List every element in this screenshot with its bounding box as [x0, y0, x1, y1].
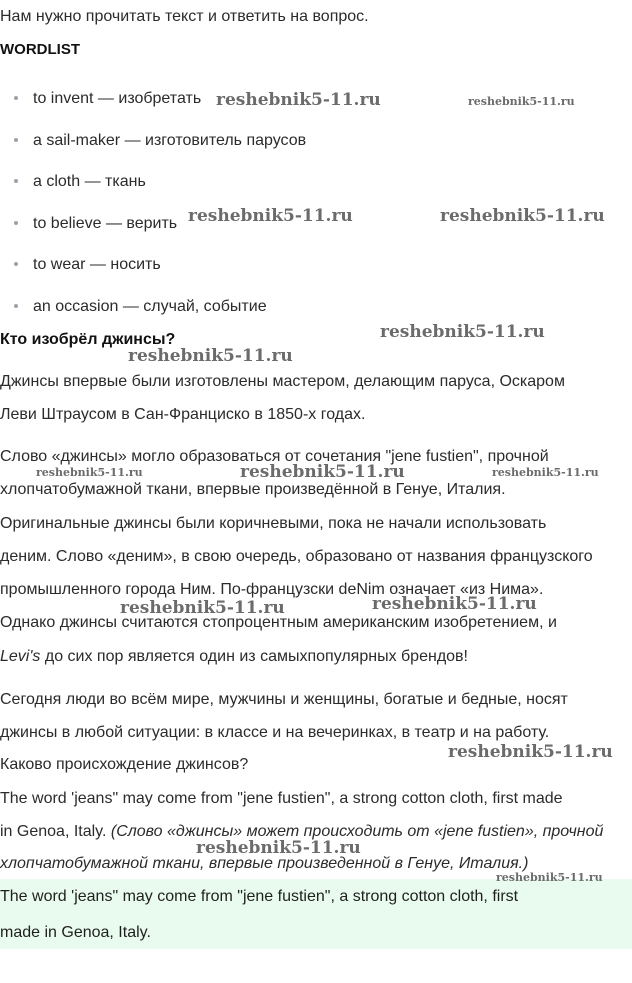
watermark: reshebnik5-11.ru	[216, 90, 381, 110]
watermark: reshebnik5-11.ru	[468, 95, 575, 108]
answer-line: in Genoa, Italy. (Слово «джинсы» может происходить от «jene fustien», прочной	[0, 823, 604, 840]
answer-translation-line: хлопчатобумажной ткани, впервые произведенной в Генуе, Италия.)	[0, 855, 529, 872]
answer-line: The word 'jeans" may come from "jene fustien", a strong cotton cloth, first made	[0, 790, 563, 807]
brand-name: Levi's	[0, 648, 41, 665]
paragraph-line: Оригинальные джинсы были коричневыми, пока не начали использовать	[0, 515, 547, 532]
watermark: reshebnik5-11.ru	[372, 594, 537, 614]
bullet-icon	[14, 96, 18, 100]
watermark: reshebnik5-11.ru	[448, 742, 613, 762]
answer-translation: (Слово «джинсы» может происходить от «jene fustien», прочной	[110, 823, 604, 840]
watermark: reshebnik5-11.ru	[188, 206, 353, 226]
watermark: reshebnik5-11.ru	[492, 466, 599, 479]
wordlist	[14, 82, 306, 332]
final-answer-line: The word 'jeans" may come from "jene fustien", a strong cotton cloth, first	[0, 888, 519, 905]
bullet-icon	[14, 304, 18, 308]
paragraph-line: хлопчатобумажной ткани, впервые произведённой в Генуе, Италия.	[0, 481, 506, 498]
paragraph-line: Сегодня люди во всём мире, мужчины и женщины, богатые и бедные, носят	[0, 691, 568, 708]
word-item: a cloth — ткань	[14, 165, 306, 207]
wordlist-title: WORDLIST	[0, 41, 80, 58]
intro-text: Нам нужно прочитать текст и ответить на вопрос.	[0, 8, 369, 25]
paragraph-line: Слово «джинсы» могло образоваться от сочетания "jene fustien", прочной	[0, 448, 549, 465]
word-item: to believe — верить	[14, 207, 306, 249]
bullet-icon	[14, 221, 18, 225]
final-answer-line: made in Genoa, Italy.	[0, 924, 151, 941]
paragraph-line: Levi's до сих пор является один из самыхпопулярных брендов!	[0, 648, 468, 665]
watermark: reshebnik5-11.ru	[240, 462, 405, 482]
bullet-icon	[14, 262, 18, 266]
watermark: reshebnik5-11.ru	[128, 346, 293, 366]
word-item: an occasion — случай, событие	[14, 290, 306, 332]
word-item: a sail-maker — изготовитель парусов	[14, 124, 306, 166]
paragraph-line: Леви Штраусом в Сан-Франциско в 1850-х годах.	[0, 406, 366, 423]
watermark: reshebnik5-11.ru	[36, 466, 143, 479]
final-answer-box	[0, 879, 632, 949]
question-text: Каково происхождение джинсов?	[0, 756, 249, 773]
bullet-icon	[14, 179, 18, 183]
watermark: reshebnik5-11.ru	[440, 206, 605, 226]
watermark: reshebnik5-11.ru	[380, 322, 545, 342]
watermark: reshebnik5-11.ru	[496, 871, 603, 884]
text-heading: Кто изобрёл джинсы?	[0, 331, 176, 348]
paragraph-line: промышленного города Ним. По-французски deNim означает «из Нима».	[0, 581, 544, 598]
paragraph-line: Джинсы впервые были изготовлены мастером, делающим паруса, Оскаром	[0, 373, 565, 390]
bullet-icon	[14, 138, 18, 142]
word-item: to invent — изобретать	[14, 82, 306, 124]
word-item: to wear — носить	[14, 248, 306, 290]
watermark: reshebnik5-11.ru	[196, 838, 361, 858]
paragraph-line: джинсы в любой ситуации: в классе и на вечеринках, в театр и на работу.	[0, 724, 550, 741]
paragraph-line: Однако джинсы считаются стопроцентным американским изобретением, и	[0, 614, 557, 631]
watermark: reshebnik5-11.ru	[120, 598, 285, 618]
paragraph-line: деним. Слово «деним», в свою очередь, образовано от названия французского	[0, 548, 593, 565]
